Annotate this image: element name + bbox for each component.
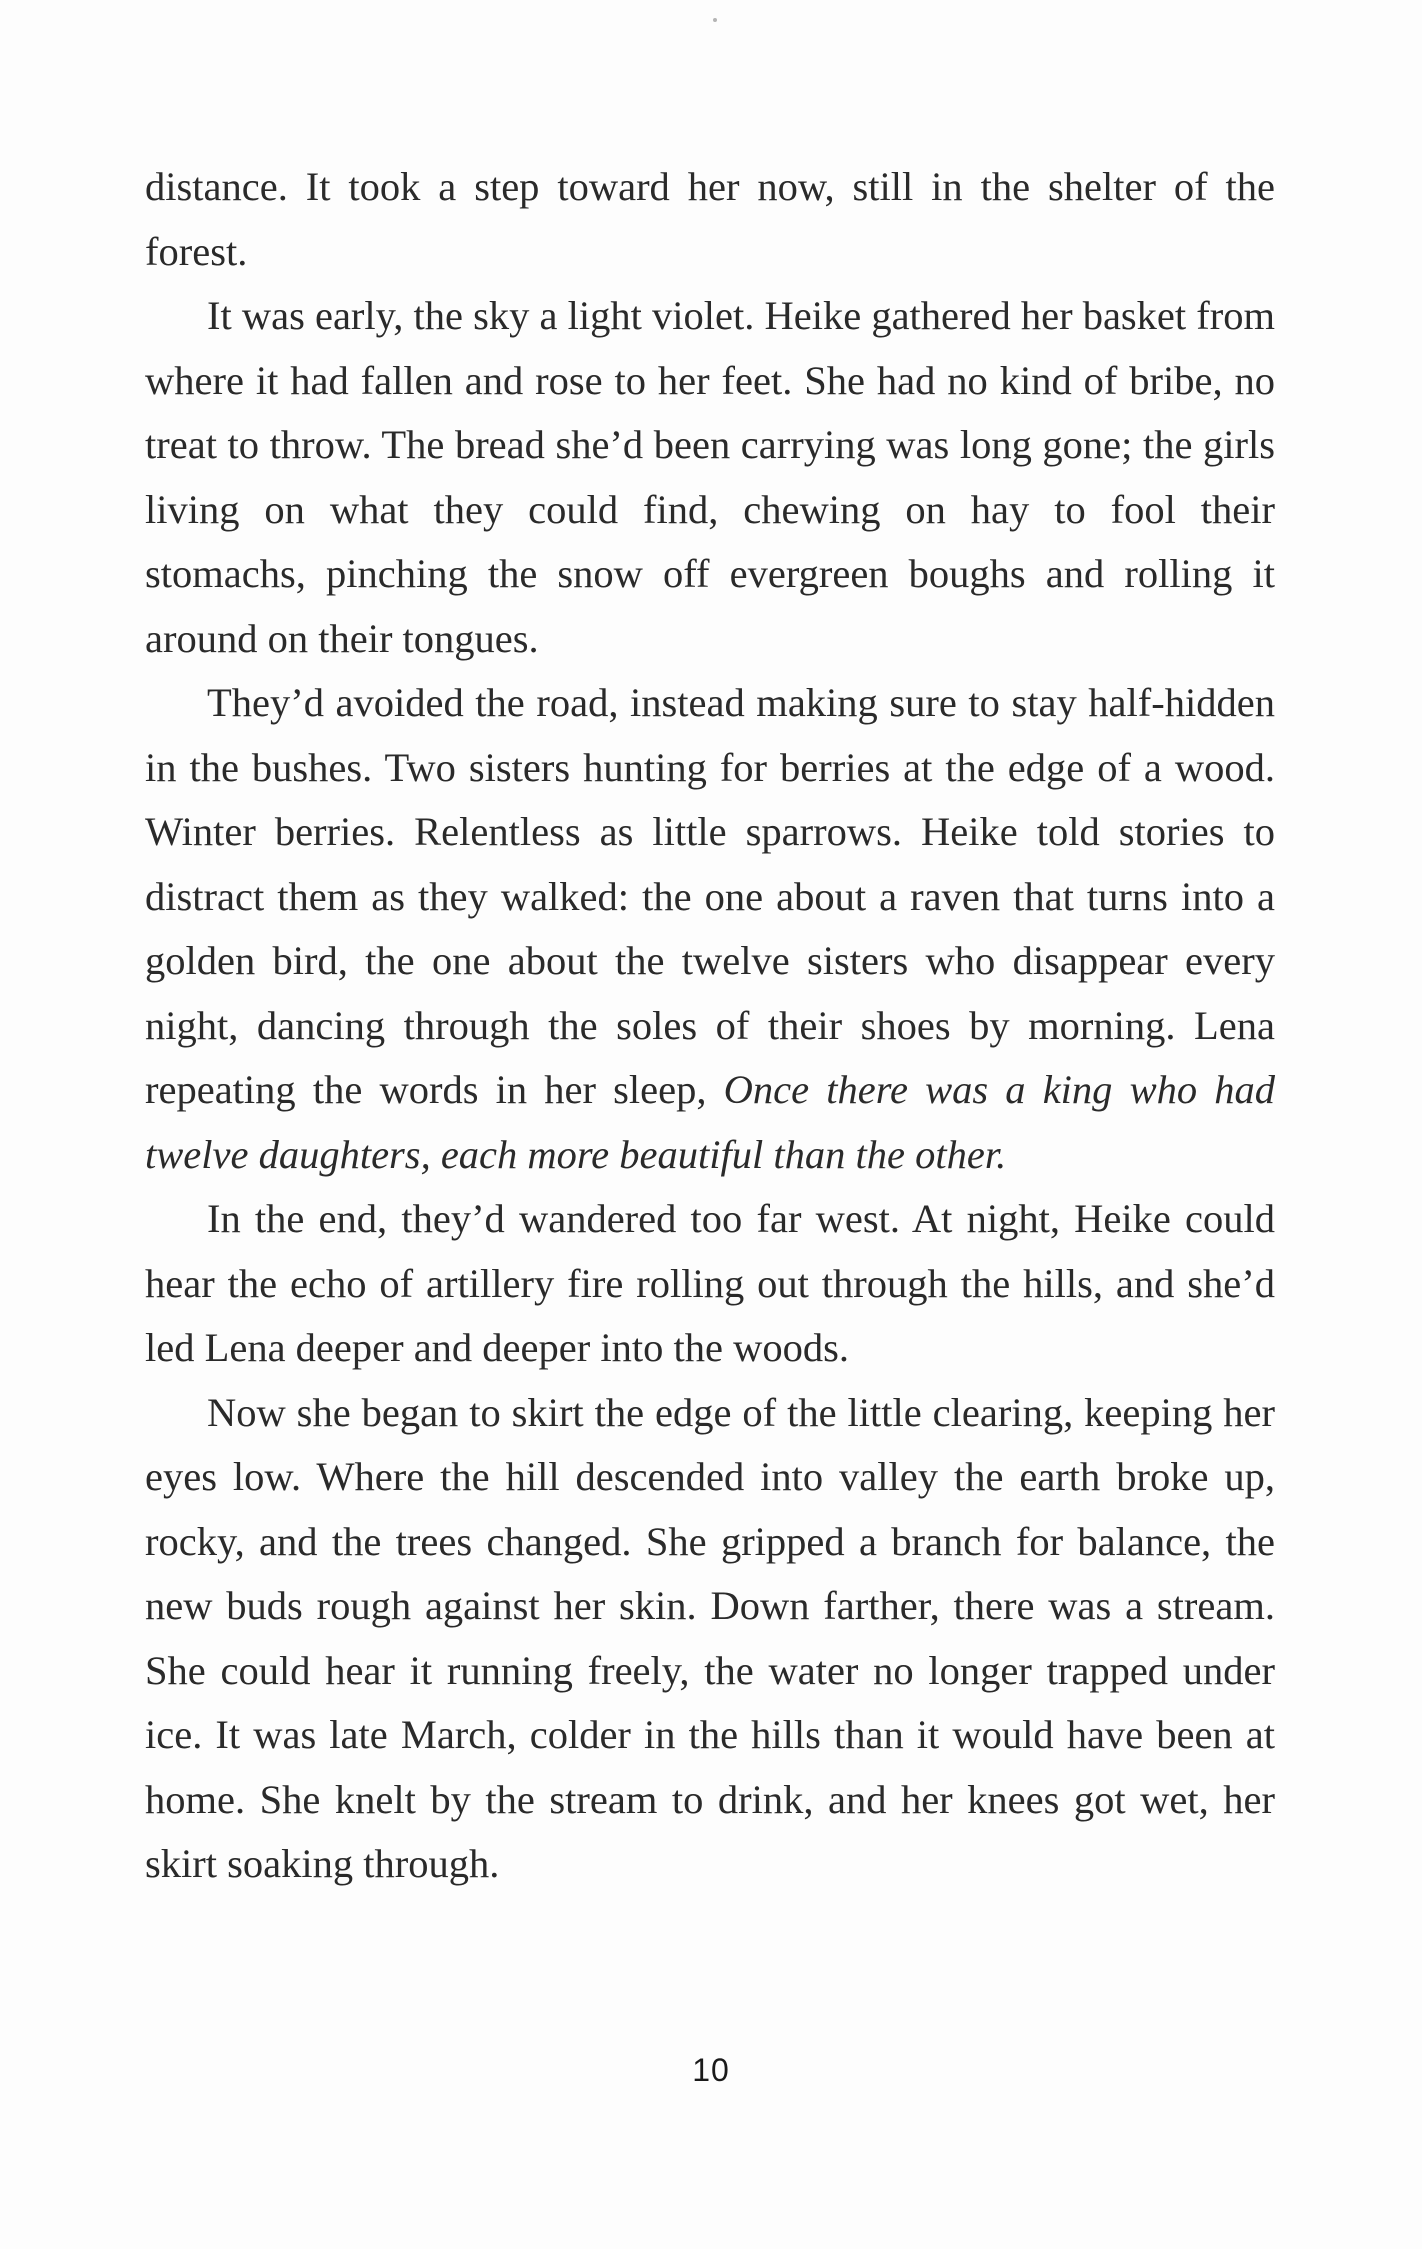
paper-speck: [713, 18, 717, 22]
paragraph: It was early, the sky a light violet. Heike gathered her basket from where it had fallen and rose to her feet. She had no kind of bribe, no treat to throw. The bread she’d been carrying was long gone; the girls living on what they could find, chewing on hay to fool their stomachs, pinching the snow off evergreen boughs and rolling it around on their tongues.: [145, 293, 1276, 661]
body-text: [145, 155, 1275, 1897]
paragraph: Now she began to skirt the edge of the little clearing, keeping her eyes low. Where the hill descended into valley the earth broke up, rocky, and the trees changed. She gripped a branch for balance, the new buds rough against her skin. Down farther, there was a stream. She could hear it running freely, the water no longer trapped under ice. It was late March, colder in the hills than it would have been at home. She knelt by the stream to drink, and her knees got wet, her skirt soaking through.: [145, 1389, 1275, 1886]
paragraph-continued: distance. It took a step toward her now, still in the shelter of the forest.: [145, 164, 1275, 274]
page-number: 10: [692, 2052, 730, 2088]
paragraph-text: They’d avoided the road, instead making sure to stay half-hidden in the bushes. Two sisters hunting for berries at the edge of a wood. Winter berries. Relentless as little sparrows. Heike told stories to distract them as they walked: the one about a raven that turns into a golden bird, the one about the twelve sisters who disappear every night, dancing through the soles of their shoes by morning. Lena repeating the words in her sleep,: [145, 680, 1275, 1112]
paragraph: [145, 671, 1275, 1187]
italic-quote: Once there was a king who had twelve daughters, each more beautiful than the other.: [145, 1067, 1275, 1177]
paragraph: In the end, they’d wandered too far west. At night, Heike could hear the echo of artillery fire rolling out through the hills, and she’d led Lena deeper and deeper into the woods.: [145, 1196, 1275, 1370]
